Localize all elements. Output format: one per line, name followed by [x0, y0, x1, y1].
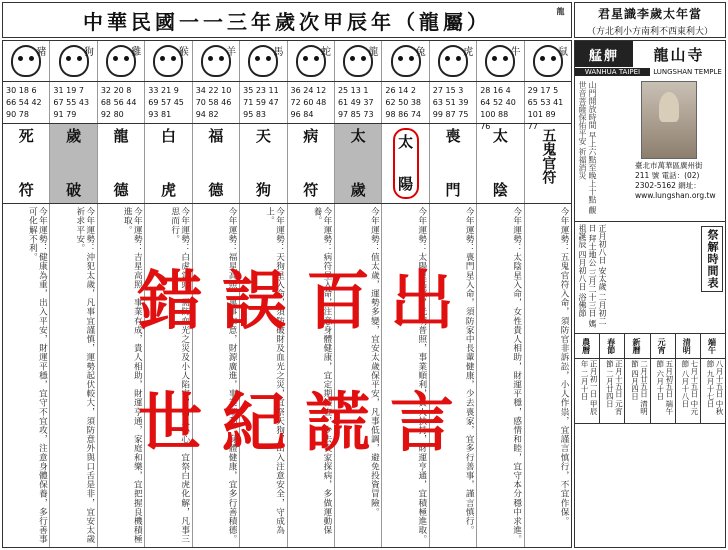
age-line: 66 54 42 [6, 98, 42, 107]
deity-top: 五鬼官符 [540, 128, 557, 184]
ritual-calendar-title: 祭解時間表 [701, 226, 723, 292]
table-cell: 五月初五日 端午節 六月十日 [651, 359, 676, 423]
age-cell [50, 82, 97, 123]
age-line: 95 83 [243, 110, 267, 119]
page-title [2, 2, 572, 38]
festival-table-body [575, 359, 725, 424]
deity-cell [477, 124, 524, 203]
age-cell [193, 82, 240, 123]
age-cell [3, 82, 50, 123]
age-line: 71 59 47 [243, 98, 279, 107]
age-line: 99 87 75 [432, 110, 469, 119]
zodiac-animal-cell [477, 41, 524, 81]
table-cell: 七月十五日 中元節 八月十八日 [676, 359, 701, 423]
temple-english-left: WANHUA TAIPEI [575, 68, 650, 76]
table-header-cell: 端午 [707, 338, 718, 354]
zodiac-animal-label: 鼠 [558, 47, 569, 58]
age-line: 64 52 40 [480, 98, 516, 107]
deity-cell [50, 124, 97, 203]
deity-cell [145, 124, 192, 203]
zodiac-animal-label: 蛇 [320, 47, 331, 58]
fortune-text: 今年運勢：喪門星入命，須防家中長輩健康，少去喪家，宜多行善事，謹言慎行。 [430, 204, 477, 547]
age-line: 65 53 41 [527, 98, 564, 107]
age-line: 96 84 [290, 110, 314, 119]
deity-cell [3, 124, 50, 203]
deity-top: 福 [206, 128, 225, 145]
deity-top: 病 [301, 128, 320, 145]
fortune-text: 今年運勢：沖犯太歲，凡事宜謹慎，運勢起伏較大，須防意外與口舌是非，宜安太歲祈求平安。 [50, 204, 97, 547]
temple-panel [574, 40, 726, 548]
age-line: 93 81 [148, 110, 172, 119]
fortune-text: 今年運勢：五鬼官符入命，須防官非訴訟，小人作祟，宜謹言慎行，不宜作保。 [559, 207, 570, 526]
zodiac-animal-label: 豬 [36, 47, 47, 58]
zodiac-animal-label: 雞 [131, 47, 142, 58]
deity-cell [430, 124, 477, 203]
zodiac-animal-cell [525, 41, 571, 81]
age-line: 63 51 39 [432, 98, 469, 107]
zodiac-animal-label: 兔 [415, 47, 426, 58]
age-line: 25 13 1 [337, 86, 369, 95]
title-text: 中華民國一一三年歲次甲辰年（龍屬） [83, 9, 491, 34]
deity-top: 喪 [443, 128, 462, 145]
zodiac-animal-cell [430, 41, 477, 81]
age-cell [98, 82, 145, 123]
temple-hours-text: 山門開放時間 早上六點至晚上十點 觀世音菩薩保佑平安 祈福消災 [578, 81, 597, 215]
age-line: 27 15 3 [432, 86, 464, 95]
zodiac-animal-label: 龍 [368, 47, 379, 58]
zodiac-animal-cell [3, 41, 50, 81]
deity-bottom: 狗 [253, 182, 272, 199]
title-seal: 龍 [556, 7, 566, 19]
age-line: 33 21 9 [148, 86, 179, 95]
deity-cell [288, 124, 335, 203]
deity-top: 太 [396, 134, 415, 151]
age-line: 68 56 44 [100, 98, 137, 107]
deity-top: 太 [490, 128, 509, 145]
table-header-cell: 新曆 [625, 334, 650, 358]
age-line: 30 18 6 [6, 86, 37, 95]
age-line: 61 49 37 [337, 98, 374, 107]
age-row [2, 82, 572, 131]
zodiac-animal-cell [98, 41, 145, 81]
table-header-cell: 元宵 [651, 334, 676, 358]
deity-top: 龍 [111, 128, 130, 145]
zodiac-animal-cell [193, 41, 240, 81]
zodiac-animal-cell [382, 41, 429, 81]
fortune-text: 今年運勢：天狗星入命，須防破財及血光之災，宜祭天狗，出入注意安全，守成為上。 [240, 204, 287, 547]
fortune-text: 今年運勢：太陽星高照，光明普照，事業順利，貴人扶持，財運亨通，宜積極進取。 [382, 204, 429, 547]
zodiac-animal-label: 牛 [510, 47, 521, 58]
table-header-cell: 春節 [600, 334, 625, 358]
zodiac-animal-cell [240, 41, 287, 81]
right-header-line1: 君星識李歲太年當 [597, 7, 702, 21]
deity-bottom: 陽 [396, 176, 415, 193]
age-line: 70 58 46 [195, 98, 232, 107]
zodiac-animal-cell [288, 41, 335, 81]
deity-bottom: 符 [16, 182, 35, 199]
table-cell: 二月廿五日 清明節 四月四日 [625, 359, 650, 423]
deity-cell [335, 124, 382, 203]
deity-bottom: 破 [64, 182, 83, 199]
deity-top: 歲 [64, 128, 83, 145]
deity-cell [382, 124, 429, 203]
deity-cell [98, 124, 145, 203]
festival-table-header [575, 334, 725, 359]
age-line: 90 78 [6, 110, 29, 119]
age-line: 32 20 8 [100, 86, 132, 95]
zodiac-animal-cell [50, 41, 97, 81]
age-line: 94 82 [195, 110, 219, 119]
table-cell: 正月十五日 元宵節 二月廿四日 [600, 359, 625, 423]
zodiac-animal-cell [335, 41, 382, 81]
table-cell: 正月初一日 甲辰年 二月十日 [575, 359, 600, 423]
deity-bottom: 陰 [490, 182, 509, 199]
deity-top: 太 [348, 128, 367, 145]
age-line: 69 57 45 [148, 98, 184, 107]
deity-bottom: 歲 [348, 182, 367, 199]
age-line: 29 17 5 [527, 86, 559, 95]
temple-english [575, 68, 725, 76]
age-line: 35 23 11 [243, 86, 279, 95]
age-cell [477, 82, 524, 131]
right-header [574, 2, 726, 38]
temple-address: 臺北市萬華區廣州街 211 號 電話：(02) 2302-5162 網址：www.lungshan.org.tw [635, 161, 716, 200]
deity-bottom: 德 [111, 182, 130, 199]
age-line: 28 16 4 [480, 86, 511, 95]
zodiac-animal-label: 馬 [273, 47, 284, 58]
zodiac-animal-label: 狗 [83, 47, 94, 58]
ritual-calendar-text: 正月初八日 安太歲 二月初二日 拜土地公 三月二十三日 媽祖誕辰 四月初八日 浴佛節 [578, 224, 607, 328]
age-line: 101 89 77 [527, 110, 556, 131]
age-line: 34 22 10 [195, 86, 232, 95]
fortune-text: 今年運勢：值太歲，運勢多變，宜安太歲保平安，凡事低調，避免投資冒險。 [335, 204, 382, 547]
age-line: 67 55 43 [53, 98, 90, 107]
fortune-text-row [2, 204, 572, 548]
temple-name: 龍山寺 [653, 45, 705, 64]
age-cell [525, 82, 571, 131]
overlay-text-line1: 錯誤百出 [138, 264, 474, 339]
zodiac-animal-cell [145, 41, 192, 81]
temple-info [575, 79, 725, 219]
age-cell [288, 82, 335, 123]
age-cell [240, 82, 287, 123]
right-header-line2: （方北利小方南利不西東利大） [586, 27, 713, 37]
age-cell [430, 82, 477, 123]
age-line: 62 50 38 [385, 98, 421, 107]
age-line: 36 24 12 [290, 86, 327, 95]
zodiac-animal-label: 虎 [463, 47, 474, 58]
deity-row [2, 124, 572, 204]
age-line: 98 86 74 [385, 110, 421, 119]
fortune-text: 今年運勢：病符星入命，注意身體健康，宜定期檢查，少去喪家探病，多做運動保養。 [288, 204, 335, 547]
zodiac-animal-label: 羊 [226, 47, 237, 58]
deity-cell [240, 124, 287, 203]
ritual-calendar [575, 221, 725, 334]
age-line: 31 19 7 [53, 86, 84, 95]
fortune-text: 今年運勢：太陰星入命，女性貴人相助，財運平穩，感情和睦，宜守本分穩中求進。 [477, 204, 524, 547]
age-line: 72 60 48 [290, 98, 327, 107]
deity-bottom: 門 [443, 182, 462, 199]
age-cell [145, 82, 192, 123]
age-cell [335, 82, 382, 123]
deity-cell [525, 124, 571, 203]
temple-logo: 艋舺 [575, 41, 633, 67]
temple-logo-row [575, 41, 725, 67]
deity-bottom: 符 [301, 182, 320, 199]
festival-table [575, 333, 725, 548]
zodiac-animal-row [2, 40, 572, 82]
deity-bottom: 德 [206, 182, 225, 199]
table-header-cell: 清明 [676, 334, 701, 358]
overlay-text-line2: 世紀謊言 [138, 386, 474, 461]
deity-highlight [393, 128, 419, 199]
age-line: 26 14 2 [385, 86, 416, 95]
fortune-text: 今年運勢：吉星高照，事業有成，貴人相助，財運亨通，家庭和樂，宜把握良機積極進取。 [98, 204, 145, 547]
fortune-text: 今年運勢：健康為重，出入平安，財運平穩，宜守不宜攻，注意身體保養，多行善事可化解不利。 [3, 204, 50, 547]
deity-bottom: 虎 [158, 182, 177, 199]
deity-top: 白 [158, 128, 177, 145]
table-header-cell: 農曆 [575, 334, 600, 358]
deity-top: 死 [16, 128, 35, 145]
deity-cell [193, 124, 240, 203]
guanyin-statue-image [641, 81, 697, 159]
age-line: 91 79 [53, 110, 77, 119]
temple-english-right: LUNGSHAN TEMPLE [653, 68, 722, 76]
fortune-text: 今年運勢：白虎當頭，需防血光之災及小人陷害，出入小心，宜祭白虎化解，凡事三思而行。 [145, 204, 192, 547]
age-line: 100 88 76 [480, 110, 509, 131]
age-line: 92 80 [100, 110, 124, 119]
age-line: 97 85 73 [337, 110, 374, 119]
age-cell [382, 82, 429, 123]
zodiac-animal-label: 猴 [178, 47, 189, 58]
fortune-text: 今年運勢：福星高照，萬事如意，財源廣進，事業順利，身體健康，宜多行善積德。 [193, 204, 240, 547]
deity-top: 天 [253, 128, 272, 145]
table-cell: 八月十五日 中秋節 九月十七日 [706, 360, 725, 415]
